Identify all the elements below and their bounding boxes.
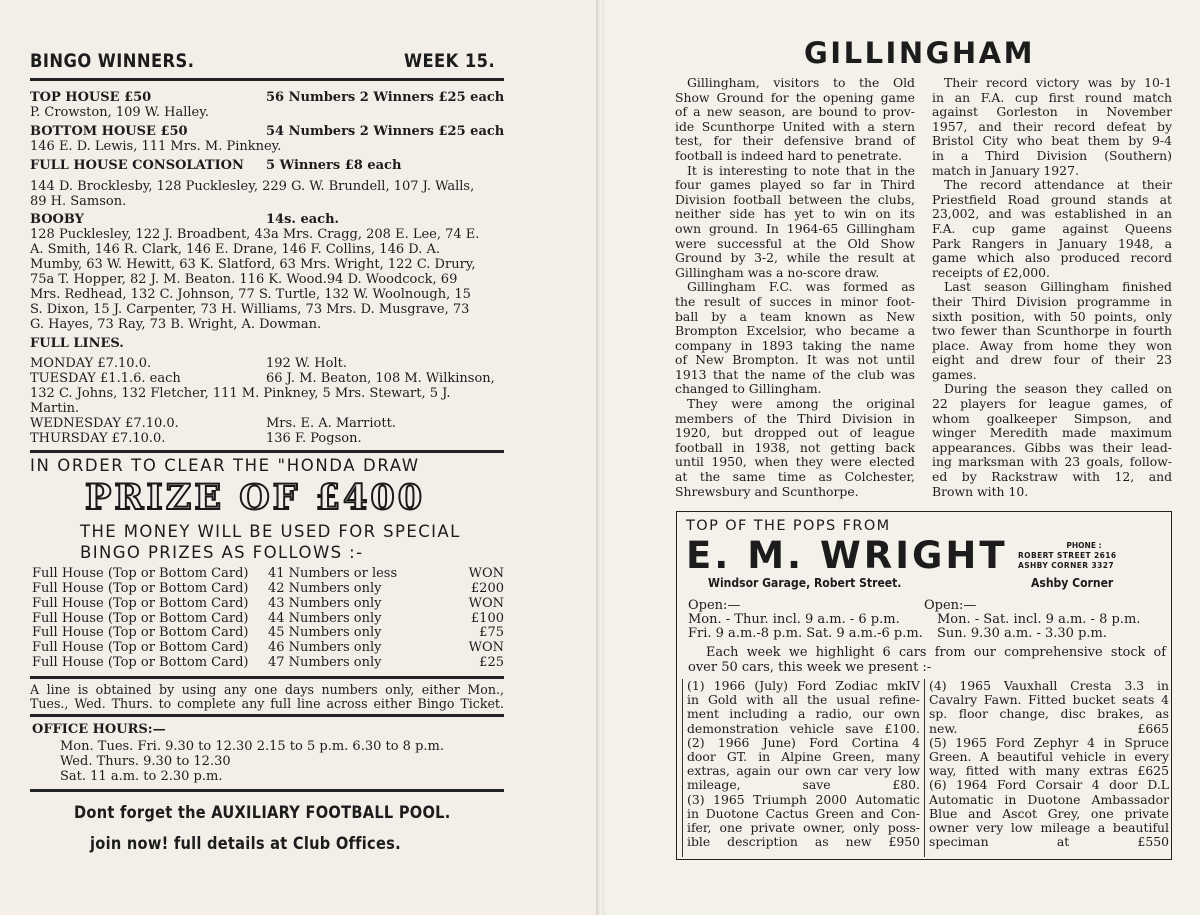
prize-numbers: 45 Numbers only [268, 625, 382, 640]
car-line: new. £665 [929, 720, 1169, 736]
pool-line-1: Dont forget the AUXILIARY FOOTBALL POOL. [74, 803, 451, 823]
article-line: whom goalkeeper Simpson, and [932, 410, 1172, 426]
line-note-1: A line is obtained by using any one days numbers only, either Mon., [30, 682, 504, 697]
ad-phone-2: ASHBY CORNER 3327 [1018, 561, 1114, 570]
ad-intro-1: Each week we highlight 6 cars from our comprehensive stock of [706, 645, 1166, 660]
car-line: Blue and Ascot Grey, one private [929, 805, 1169, 821]
car-line: (5) 1965 Ford Zephyr 4 in Spruce [929, 734, 1169, 750]
car-line: Cavalry Fawn. Fitted bucket seats 4 [929, 692, 1169, 708]
cars-column-left [687, 679, 920, 849]
prize-value: £75 [479, 625, 504, 640]
article-line: ing marksman with 23 goals, follow- [932, 454, 1172, 470]
article-line: in an F.A. cup first round match [932, 89, 1172, 105]
tuesday-day: TUESDAY £1.1.6. each [30, 371, 181, 386]
tuesday-cont2: Martin. [30, 401, 80, 416]
office-rule [30, 714, 504, 717]
ad-name: E. M. WRIGHT [686, 534, 1008, 577]
honda-line-1: IN ORDER TO CLEAR THE "HONDA DRAW [30, 456, 420, 475]
article-line: They were among the original [687, 396, 915, 412]
article-line: Shrewsbury and Scunthorpe. [675, 483, 859, 499]
article-line: members of the Third Division in [675, 410, 915, 426]
bingo-title: BINGO WINNERS. [30, 50, 195, 72]
prize-value: WON [468, 596, 504, 611]
car-line: way, fitted with many extras £625 [929, 763, 1169, 779]
car-rule-left [682, 679, 683, 857]
article-line: 1913 that the name of the club was [675, 366, 915, 382]
article-line: Gillingham F.C. was formed as [687, 279, 915, 295]
prize-value: £100 [470, 611, 504, 626]
ad-phone-label: PHONE : [1066, 541, 1102, 550]
car-line: owner very low mileage a beautiful [929, 820, 1169, 836]
office-hours-line: Sat. 11 a.m. to 2.30 p.m. [60, 769, 223, 784]
car-line: sp. floor change, disc brakes, as [929, 706, 1169, 722]
cars-column-right [929, 679, 1169, 849]
article-line: game which also produced record [932, 250, 1172, 266]
article-line: of New Brompton. It was not until [675, 352, 915, 368]
car-line: mileage, save £80. [687, 777, 920, 793]
booby-line: Mrs. Redhead, 132 C. Johnson, 77 S. Turtle, 132 W. Woolnough, 15 [30, 287, 471, 302]
booby-line: A. Smith, 146 R. Clark, 146 E. Drane, 146 F. Collins, 146 D. A. [30, 242, 440, 257]
article-line: until 1950, when they were elected [675, 454, 915, 470]
article-line: match in January 1927. [932, 162, 1079, 178]
booby-line: Mumby, 63 W. Hewitt, 63 K. Slatford, 63 Mrs. Wright, 122 C. Drury, [30, 257, 476, 272]
article-line: the result of succes in minor foot- [675, 293, 915, 309]
car-line: ment including a radio, our own [687, 706, 920, 722]
ad-garage: Windsor Garage, Robert Street. [708, 575, 902, 590]
ad-open-right: Open:— [924, 598, 977, 613]
prize-card: Full House (Top or Bottom Card) [32, 625, 249, 640]
article-line: receipts of £2,000. [932, 264, 1050, 280]
article-line: 1920, but dropped out of league [675, 425, 915, 441]
ad-open-right-2: Sun. 9.30 a.m. - 3.30 p.m. [937, 626, 1107, 641]
office-hours-line: Mon. Tues. Fri. 9.30 to 12.30 2.15 to 5 p.m. 6.30 to 8 p.m. [60, 739, 445, 754]
article-line: Bristol City who beat them by 9-4 [932, 133, 1172, 149]
car-line: (3) 1965 Triumph 2000 Automatic [687, 791, 920, 807]
top-house-numbers: 56 Numbers 2 Winners £25 each [266, 90, 505, 105]
article-line: games. [932, 366, 977, 382]
car-line: (2) 1966 June) Ford Cortina 4 [687, 734, 920, 750]
top-house-winners: P. Crowston, 109 W. Halley. [30, 105, 209, 120]
article-line: 1957, and their record defeat by [932, 118, 1172, 134]
prize-card: Full House (Top or Bottom Card) [32, 655, 249, 670]
ad-open-left: Open:— [688, 598, 741, 613]
top-house-label: TOP HOUSE £50 [30, 90, 152, 105]
article-line: Show Ground for the opening game [675, 89, 915, 105]
monday-day: MONDAY £7.10.0. [30, 356, 152, 371]
honda-rule-top [30, 450, 504, 453]
prize-numbers: 46 Numbers only [268, 640, 382, 655]
office-hours-line: Wed. Thurs. 9.30 to 12.30 [60, 754, 231, 769]
article-line: two fewer than Scunthorpe in fourth [932, 323, 1172, 339]
car-line: demonstration vehicle save £100. [687, 720, 920, 736]
prize-numbers: 42 Numbers only [268, 581, 382, 596]
article-line: Gillingham was a no-score draw. [675, 264, 880, 280]
article-line: sixth position, with 50 points, only [932, 308, 1172, 324]
pool-line-2: join now! full details at Club Offices. [90, 834, 401, 854]
thursday-winner: 136 F. Pogson. [266, 431, 362, 446]
article-line: Last season Gillingham finished [944, 279, 1172, 295]
article-line: were successful at the Old Show [675, 235, 915, 251]
ad-open-left-1: Mon. - Thur. incl. 9 a.m. - 6 p.m. [688, 612, 900, 627]
booby-line: 75a T. Hopper, 82 J. M. Beaton. 116 K. Wood.94 D. Woodcock, 69 [30, 272, 458, 287]
ad-phone-1: ROBERT STREET 2616 [1018, 551, 1117, 560]
right-page [604, 0, 1200, 915]
car-line: (1) 1966 (July) Ford Zodiac mkIV [687, 678, 920, 693]
header-rule [30, 78, 504, 81]
article-line: Gillingham, visitors to the Old [687, 75, 915, 90]
honda-line-2: THE MONEY WILL BE USED FOR SPECIAL [80, 522, 461, 541]
booby-amount: 14s. each. [266, 212, 340, 227]
bottom-house-label: BOTTOM HOUSE £50 [30, 124, 188, 139]
car-line: door GT. in Alpine Green, many [687, 749, 920, 765]
car-line: extras, again our own car very low [687, 763, 920, 779]
prize-card: Full House (Top or Bottom Card) [32, 596, 249, 611]
article-line: four games played so far in Third [675, 177, 915, 193]
tuesday-cont: 132 C. Johns, 132 Fletcher, 111 M. Pinkney, 5 Mrs. Stewart, 5 J. [30, 386, 451, 401]
article-line: ed by Rackstraw with 12, and [932, 469, 1172, 485]
article-line: Brown with 10. [932, 483, 1029, 499]
left-page [0, 0, 598, 915]
article-line: against Gorleston in November [932, 104, 1172, 120]
ad-open-right-1: Mon. - Sat. incl. 9 a.m. - 8 p.m. [937, 612, 1141, 627]
gillingham-title: GILLINGHAM [804, 36, 1035, 70]
article-line: at the same time as Colchester, [675, 469, 915, 485]
article-line: winger Meredith made maximum [932, 425, 1172, 441]
article-line: The record attendance at their [944, 177, 1172, 193]
car-line: (6) 1964 Ford Corsair 4 door D.L [929, 777, 1169, 793]
article-line: 23,002, and was established in an [932, 206, 1172, 222]
ad-open-left-2: Fri. 9 a.m.-8 p.m. Sat. 9 a.m.-6 p.m. [688, 626, 923, 641]
article-line: test, for their defensive brand of [675, 133, 915, 149]
prize-value: WON [468, 566, 504, 581]
full-house-winners-1: 144 D. Brocklesby, 128 Pucklesley, 229 G. W. Brundell, 107 J. Walls, [30, 179, 475, 194]
full-house-winners-2: 89 H. Samson. [30, 194, 127, 209]
ad-intro-2: over 50 cars, this week we present :- [688, 660, 932, 675]
full-house-label: FULL HOUSE CONSOLATION [30, 158, 244, 173]
article-line: It is interesting to note that in the [687, 162, 915, 178]
tuesday-winner: 66 J. M. Beaton, 108 M. Wilkinson, [266, 371, 495, 386]
article-line: ide Scunthorpe United with a stern [675, 118, 915, 134]
line-note-rule [30, 676, 504, 679]
prize-card: Full House (Top or Bottom Card) [32, 640, 249, 655]
booby-line: 128 Pucklesley, 122 J. Broadbent, 43a Mrs. Cragg, 208 E. Lee, 74 E. [30, 227, 480, 242]
thursday-day: THURSDAY £7.10.0. [30, 431, 166, 446]
booby-line: G. Hayes, 73 Ray, 73 B. Wright, A. Dowman. [30, 317, 322, 332]
full-house-numbers: 5 Winners £8 each [266, 158, 402, 173]
booby-label: BOOBY [30, 212, 84, 227]
prize-value: £200 [470, 581, 504, 596]
article-line: During the season they called on [944, 381, 1172, 397]
article-line: Priestfield Road ground stands at [932, 191, 1172, 207]
prize-card: Full House (Top or Bottom Card) [32, 566, 249, 581]
article-line: ball by a team known as New [675, 308, 915, 324]
prize-numbers: 41 Numbers or less [268, 566, 398, 581]
booby-line: S. Dixon, 15 J. Carpenter, 73 H. Williams, 73 Mrs. D. Musgrave, 73 [30, 302, 470, 317]
office-hours-label: OFFICE HOURS:— [32, 722, 166, 737]
prize-card: Full House (Top or Bottom Card) [32, 581, 249, 596]
article-line: Brompton Excelsior, who became a [675, 323, 915, 339]
prize-card: Full House (Top or Bottom Card) [32, 611, 249, 626]
prize-numbers: 43 Numbers only [268, 596, 382, 611]
wednesday-day: WEDNESDAY £7.10.0. [30, 416, 179, 431]
pool-rule [30, 789, 504, 792]
car-line: ifer, one private owner, only poss- [687, 820, 920, 836]
car-rule-mid [924, 679, 925, 857]
article-line: changed to Gillingham. [675, 381, 822, 397]
article-line: F.A. cup game against Queens [932, 220, 1172, 236]
article-line: appearances. Gibbs was their lead- [932, 439, 1172, 455]
prize-value: WON [468, 640, 504, 655]
bottom-house-numbers: 54 Numbers 2 Winners £25 each [266, 124, 505, 139]
car-line: in Duotone Cactus Green and Con- [687, 805, 920, 821]
article-line: Division football between the clubs, [675, 191, 915, 207]
ad-top-line: TOP OF THE POPS FROM [686, 518, 891, 534]
honda-line-3: BINGO PRIZES AS FOLLOWS :- [80, 543, 364, 562]
ad-corner: Ashby Corner [1031, 575, 1114, 590]
wednesday-winner: Mrs. E. A. Marriott. [266, 416, 396, 431]
article-line: football is indeed hard to penetrate. [675, 147, 902, 163]
prize-headline: PRIZE OF £400 [85, 477, 426, 518]
article-line: Ground by 3-2, while the result at [675, 250, 915, 266]
article-line: in a Third Division (Southern) [932, 147, 1172, 163]
article-column-1 [675, 76, 915, 499]
article-line: of a new season, are bound to prov- [675, 104, 915, 120]
car-line: ible description as new £950 [687, 834, 920, 850]
article-line: own ground. In 1964-65 Gillingham [675, 220, 915, 236]
week-label: WEEK 15. [404, 50, 496, 72]
full-lines-label: FULL LINES. [30, 336, 124, 351]
article-line: neither side has yet to win on its [675, 206, 915, 222]
car-line: Green. A beautiful vehicle in every [929, 749, 1169, 765]
article-line: Their record victory was by 10-1 [944, 75, 1172, 90]
bottom-house-winners: 146 E. D. Lewis, 111 Mrs. M. Pinkney. [30, 139, 282, 154]
car-line: in Gold with all the usual refine- [687, 692, 920, 708]
article-line: place. Away from home they won [932, 337, 1172, 353]
prize-value: £25 [479, 655, 504, 670]
line-note-2: Tues., Wed. Thurs. to complete any full line across either Bingo Ticket. [30, 696, 504, 711]
article-line: football in 1938, not getting back [675, 439, 915, 455]
article-line: company in 1893 taking the name [675, 337, 915, 353]
prize-numbers: 44 Numbers only [268, 611, 382, 626]
article-line: eight and drew four of their 23 [932, 352, 1172, 368]
prize-numbers: 47 Numbers only [268, 655, 382, 670]
car-line: (4) 1965 Vauxhall Cresta 3.3 in [929, 678, 1169, 693]
car-line: Automatic in Duotone Ambassador [929, 791, 1169, 807]
article-line: Park Rangers in January 1948, a [932, 235, 1172, 251]
monday-winner: 192 W. Holt. [266, 356, 347, 371]
article-line: their Third Division programme in [932, 293, 1172, 309]
article-column-2 [932, 76, 1172, 499]
car-line: speciman at £550 [929, 834, 1169, 850]
article-line: 22 players for league games, of [932, 396, 1172, 412]
